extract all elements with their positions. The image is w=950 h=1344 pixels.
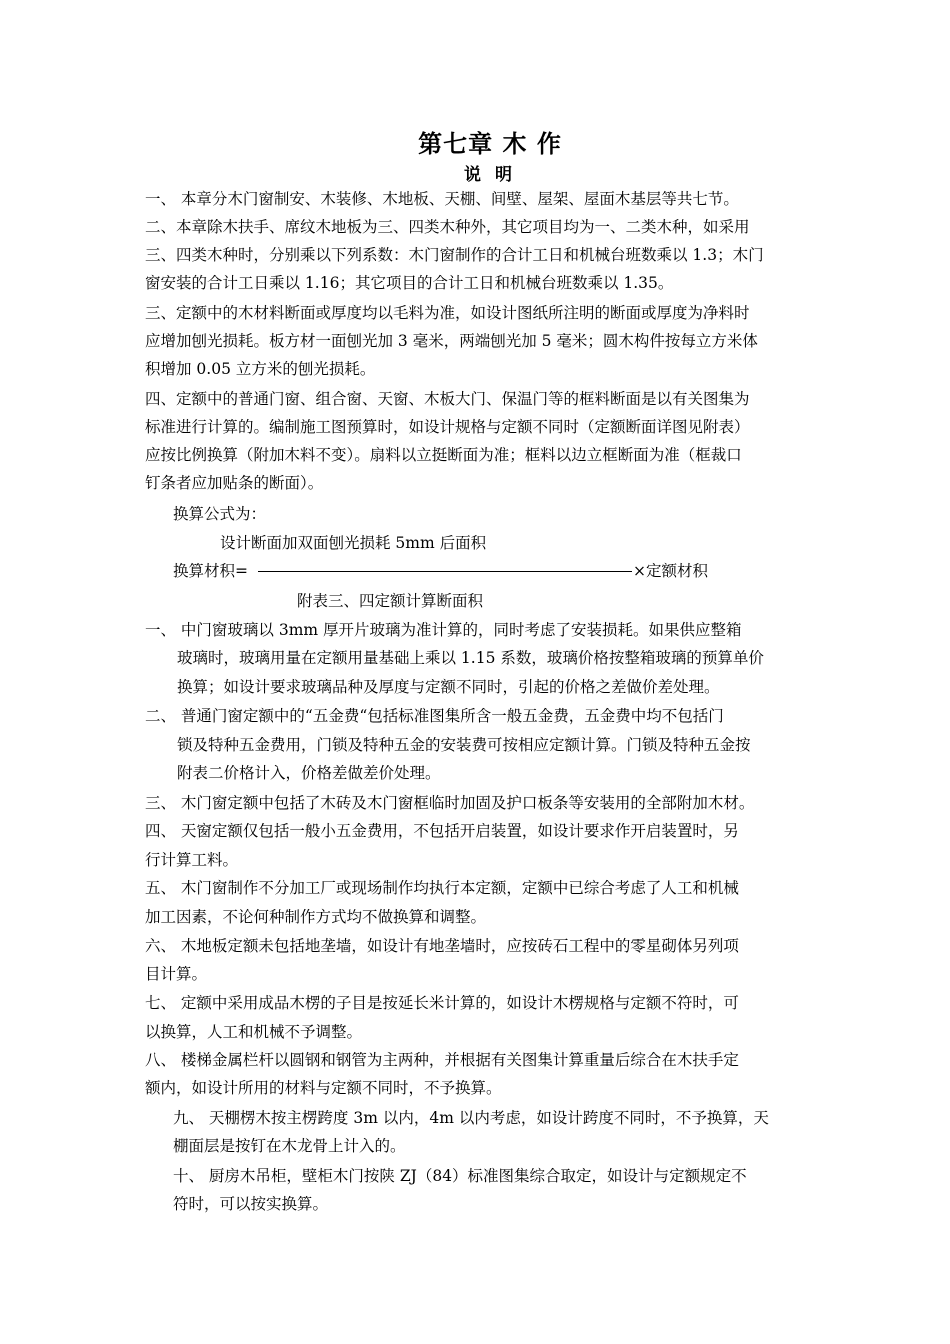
text-line: 锁及特种五金费用，门锁及特种五金的安装费可按相应定额计算。门锁及特种五金按 xyxy=(177,736,751,754)
text-line: 十、 厨房木吊柜，壁柜木门按陕 ZJ（84）标准图集综合取定，如设计与定额规定不 xyxy=(173,1167,747,1185)
formula-intro: 换算公式为： xyxy=(173,505,267,523)
text-line: 应增加刨光损耗。板方材一面刨光加 3 毫米，两端刨光加 5 毫米；圆木构件按每立方米体 xyxy=(145,332,758,350)
fraction-bar xyxy=(258,571,632,572)
text-line: 三、定额中的木材料断面或厚度均以毛料为准，如设计图纸所注明的断面或厚度为净料时 xyxy=(145,304,750,322)
text-line: 四、 天窗定额仅包括一般小五金费用，不包括开启装置，如设计要求作开启装置时，另 xyxy=(145,822,739,840)
text-line: 钉条者应加贴条的断面）。 xyxy=(145,474,324,492)
section-heading: 说 明 xyxy=(464,165,516,185)
text-line: 玻璃时，玻璃用量在定额用量基础上乘以 1.15 系数，玻璃价格按整箱玻璃的预算单价 xyxy=(177,649,764,667)
text-line: 三、 木门窗定额中包括了木砖及木门窗框临时加固及护口板条等安装用的全部附加木材。 xyxy=(145,794,755,812)
text-line: 一、 中门窗玻璃以 3mm 厚开片玻璃为准计算的，同时考虑了安装损耗。如果供应整箱 xyxy=(145,621,742,639)
text-line: 八、 楼梯金属栏杆以圆钢和钢管为主两种，并根据有关图集计算重量后综合在木扶手定 xyxy=(145,1051,739,1069)
text-line: 七、 定额中采用成品木楞的子目是按延长米计算的，如设计木楞规格与定额不符时，可 xyxy=(145,994,739,1012)
text-line: 九、 天棚楞木按主楞跨度 3m 以内，4m 以内考虑，如设计跨度不同时，不予换算，天 xyxy=(173,1109,769,1127)
text-line: 五、 木门窗制作不分加工厂或现场制作均执行本定额，定额中已综合考虑了人工和机械 xyxy=(145,879,739,897)
text-line: 四、定额中的普通门窗、组合窗、天窗、木板大门、保温门等的框料断面是以有关图集为 xyxy=(145,390,750,408)
text-line: 加工因素，不论何种制作方式均不做换算和调整。 xyxy=(145,908,487,926)
text-line: 六、 木地板定额未包括地垄墙，如设计有地垄墙时，应按砖石工程中的零星砌体另列项 xyxy=(145,937,739,955)
text-line: 三、四类木种时，分别乘以下列系数：木门窗制作的合计工日和机械台班数乘以 1.3；木门 xyxy=(145,246,764,264)
formula-lhs: 换算材积= xyxy=(173,562,248,580)
text-line: 二、本章除木扶手、席纹木地板为三、四类木种外，其它项目均为一、二类木种，如采用 xyxy=(145,218,750,236)
text-line: 附表二价格计入，价格差做差价处理。 xyxy=(177,764,441,782)
text-line: 目计算。 xyxy=(145,965,208,983)
text-line: 标准进行计算的。编制施工图预算时，如设计规格与定额不同时（定额断面详图见附表） xyxy=(145,418,750,436)
text-line: 二、 普通门窗定额中的“五金费“包括标准图集所含一般五金费，五金费中均不包括门 xyxy=(145,707,724,725)
text-line: 以换算，人工和机械不予调整。 xyxy=(145,1023,363,1041)
text-line: 一、 本章分木门窗制安、木装修、木地板、天棚、间壁、屋架、屋面木基层等共七节。 xyxy=(145,190,739,208)
text-line: 应按比例换算（附加木料不变）。扇料以立挺断面为准；框料以边立框断面为准（框裁口 xyxy=(145,446,742,464)
text-line: 换算；如设计要求玻璃品种及厚度与定额不同时，引起的价格之差做价差处理。 xyxy=(177,678,720,696)
formula-numerator: 设计断面加双面刨光损耗 5mm 后面积 xyxy=(220,534,487,552)
text-line: 行计算工料。 xyxy=(145,851,239,869)
text-line: 额内，如设计所用的材料与定额不同时，不予换算。 xyxy=(145,1079,502,1097)
chapter-title: 第七章 木 作 xyxy=(418,129,562,158)
text-line: 窗安装的合计工日乘以 1.16；其它项目的合计工日和机械台班数乘以 1.35。 xyxy=(145,274,674,292)
formula-multiplier: ×定额材积 xyxy=(633,562,708,580)
text-line: 积增加 0.05 立方米的刨光损耗。 xyxy=(145,360,376,378)
text-line: 棚面层是按钉在木龙骨上计入的。 xyxy=(173,1137,406,1155)
text-line: 符时，可以按实换算。 xyxy=(173,1195,329,1213)
formula-denominator: 附表三、四定额计算断面积 xyxy=(297,592,484,610)
